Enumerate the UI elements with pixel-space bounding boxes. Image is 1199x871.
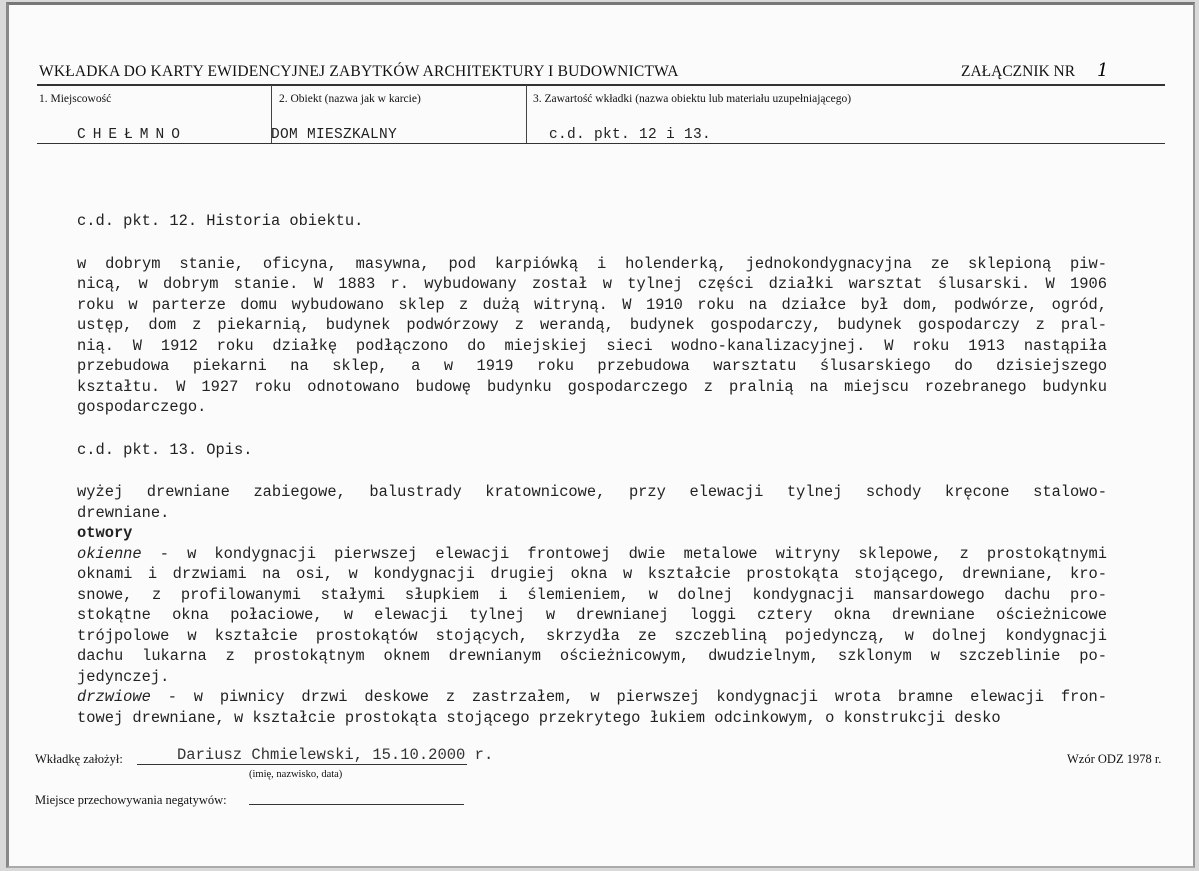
history-line: przebudowa piekarni na sklep, a w 1919 roku przebudowa warsztatu ślusarskiego do dzisiejszego [77,357,1107,375]
form-version: Wzór ODZ 1978 r. [1067,752,1162,766]
field-divider-2 [526,85,527,143]
insert-card [6,2,1195,868]
openings-heading: otwory [77,524,133,542]
content-label: 3. Zawartość wkładki (nazwa obiektu lub materiału uzupełniającego) [533,93,852,105]
annex-number: 1 [1097,60,1109,81]
founder-label: Wkładkę założył: [35,752,123,766]
history-line: kształtu. W 1927 roku odnotowano budowę budynku gospodarczego z pralnią na miejscu rozebranego budynku [77,377,1107,396]
window-term: okienne [77,544,142,563]
window-line: oknami i drzwiami na osi, w kondygnacji drugiej okna w kształcie prostokąta stojącego, drewniane, kro- [77,565,1107,583]
place-value: CHEŁMNO [77,127,187,143]
object-value: DOM MIESZKALNY [271,127,398,143]
door-paragraph [77,687,1107,728]
form-title: WKŁADKA DO KARTY EWIDENCYJNEJ ZABYTKÓW ARCHITEKTURY I BUDOWNICTWA [39,63,679,80]
history-line: nią. W 1912 roku działkę podłączono do miejskiej sieci wodno-kanalizacyjnej. W roku 1913 nastąpiła [77,336,1107,355]
history-line: w dobrym stanie, oficyna, masywna, pod karpiówką i holenderką, jednokondygnacyjna ze sklepioną piw- [77,254,1107,273]
content-value: c.d. pkt. 12 i 13. [549,127,712,143]
description-line: wyżej drewniane zabiegowe, balustrady kratownicowe, przy elewacji tylnej schody kręcone stalowo- [77,483,1107,501]
door-term: drzwiowe [77,688,151,706]
negatives-label: Miejsce przechowywania negatywów: [35,793,227,807]
history-line: ustęp, dom z piekarnią, budynek podwórzowy z werandą, budynek gospodarczy, budynek gospodarczy z pral- [77,316,1107,334]
description-paragraph [77,482,1107,523]
description-heading: c.d. pkt. 13. Opis. [77,440,253,459]
founder-value: Dariusz Chmielewski, 15.10.2000 r. [177,746,494,764]
place-label: 1. Miejscowość [39,93,112,105]
founder-underline [137,764,467,765]
history-line: roku w parterze domu wybudowano sklep z dużą witryną. W 1910 roku na działce był dom, podwórze, ogród, [77,295,1107,314]
object-label: 2. Obiekt (nazwa jak w karcie) [279,93,421,105]
founder-hint: (imię, nazwisko, data) [249,769,343,780]
window-first-line: - w kondygnacji pierwszej elewacji frontowej dwie metalowe witryny sklepowe, z prostokątnymi [141,544,1107,563]
header-rule [37,84,1165,86]
fields-rule [37,143,1165,144]
window-line: stokątne okna połaciowe, w elewacji tylnej w drewnianej loggi cztery okna drewniane ościeżnicowe [77,606,1107,624]
window-paragraph [77,544,1107,688]
window-line: jedynczej. [77,667,170,686]
annex-label: ZAŁĄCZNIK NR [961,63,1076,80]
history-line: nicą, w dobrym stanie. W 1883 r. wybudowany został w tylnej części działki warsztat ślusarski. W 1906 [77,275,1107,293]
history-heading: c.d. pkt. 12. Historia obiektu. [77,212,364,230]
document-body [77,211,1107,728]
door-line: towej drewniane, w kształcie prostokąta stojącego przekrytego łukiem odcinkowym, o konstrukcji desko [77,708,1001,727]
door-first-line: - w piwnicy drzwi deskowe z zastrzałem, w pierwszej kondygnacji wrota bramne elewacji fron- [150,688,1107,706]
history-line: gospodarczego. [77,398,207,416]
window-line: snowe, z profilowanymi stałymi słupkiem i ślemieniem, w dolnej kondygnacji mansardowego dachu pro- [77,585,1107,604]
description-line: drewniane. [77,503,170,522]
window-line: trójpolowe w kształcie prostokątów stojących, skrzydła ze szczebliną pojedynczą, w dolnej kondygnacji [77,626,1107,645]
window-line: dachu lukarna z prostokątnym oknem drewnianym ościeżnicowym, dwudzielnym, szklonym w szczeblinie po- [77,647,1107,665]
history-paragraph [77,254,1107,418]
negatives-underline [249,804,464,805]
